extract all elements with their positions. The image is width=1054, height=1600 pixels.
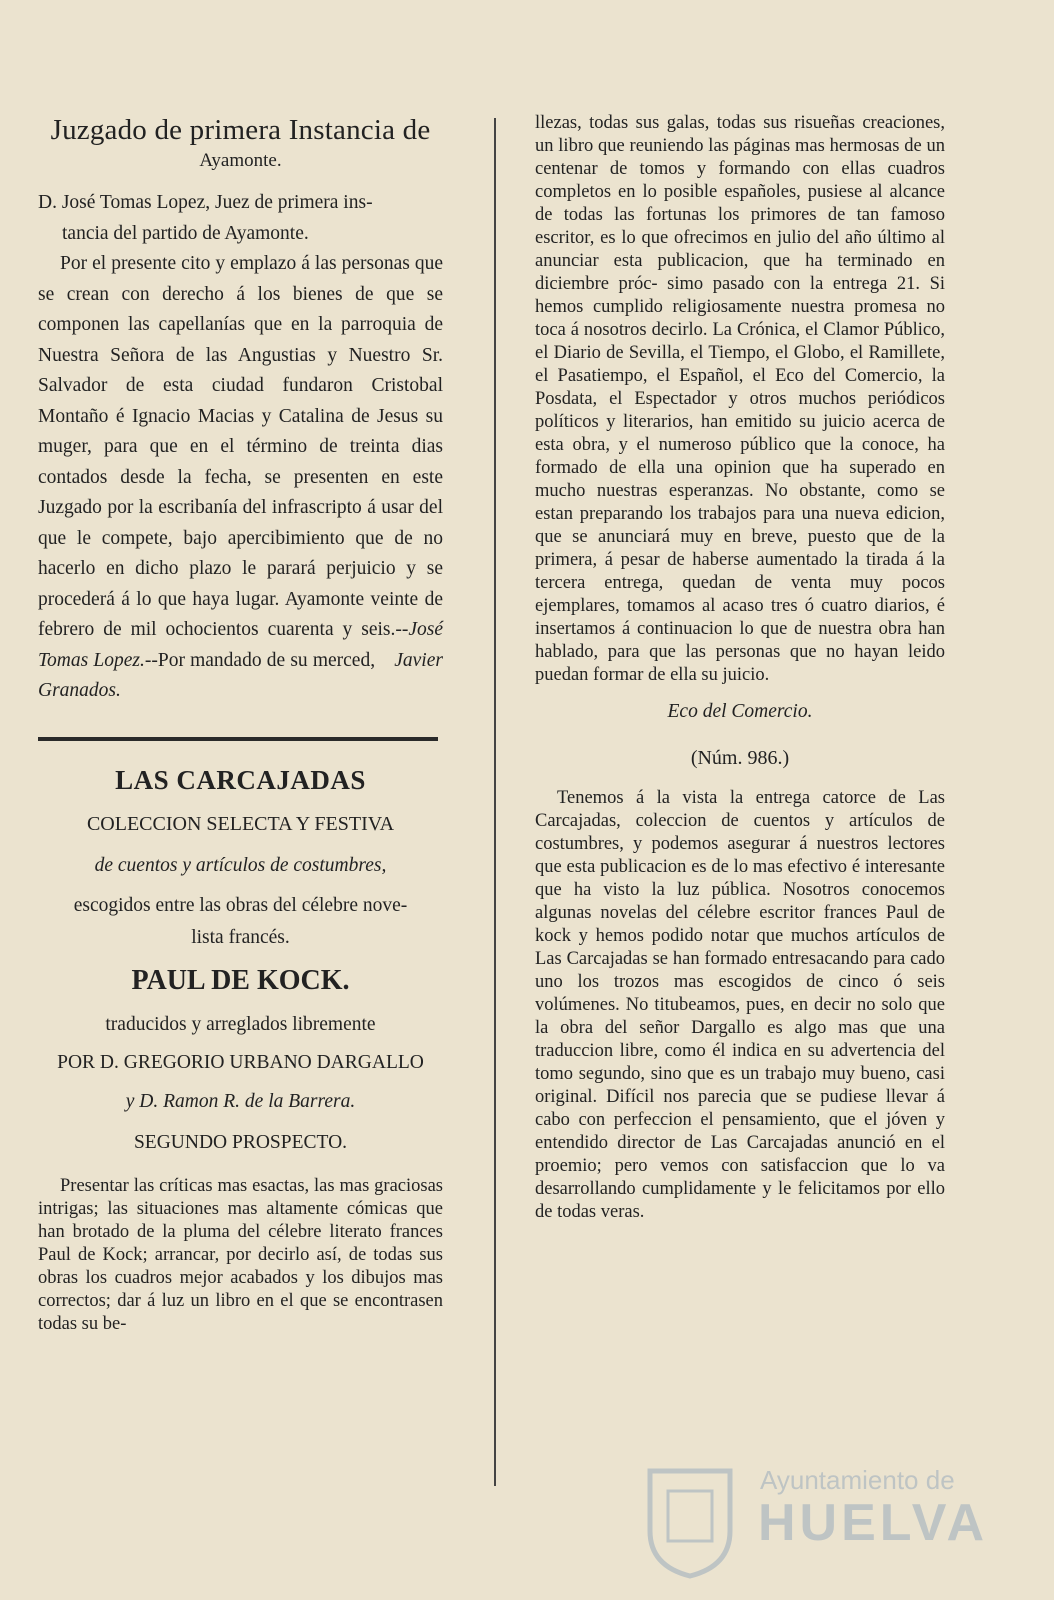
shield-icon <box>640 1461 740 1581</box>
edict-body <box>38 249 443 707</box>
watermark-line2: HUELVA <box>758 1494 989 1552</box>
mandate-text: --Por mandado de su merced, <box>144 649 381 671</box>
author-name: PAUL DE KOCK. <box>131 964 350 996</box>
prospecto-continuation: llezas, todas sus galas, todas sus risueñas creaciones, un libro que reuniendo las páginas mas hermosas de un centenar de tomos y formando con ellas cuadros completos en lo posible españoles, pusiese al alcance de todas las fortunas los primores de tan famoso escritor, es lo que ofrecimos en julio del año último al anunciar esta publicacion, que ha terminado en diciembre próc- simo pasado con la entrega 21. Si hemos cumplido religiosamente nuestra promesa no toca á nosotros decirlo. La Crónica, el Clamor Público, el Diario de Sevilla, el Tiempo, el Globo, el Ramillete, el Pasatiempo, el Español, el Eco del Comercio, la Posdata, el Espectador y otros muchos periódicos políticos y literarios, han emitido su juicio acerca de esta obra, y el numeroso público que la conoce, ha formado de ella una opinion que ha superado en mucho nuestras esperanzas. No obstante, como se estan preparando los trabajos para una nueva edicion, que se anunciará muy en breve, puesto que de la primera, á pesar de haberse aumentado la tirada á la tercera entrega, quedan de venta muy pocos ejemplares, tomamos al acaso tres ó cuatro diarios, é insertamos á continuacion lo que de nuestra obra han hablado, para que las personas que no hayan leido puedan formar de ella su juicio. <box>535 113 945 685</box>
lista-line: lista francés. <box>191 926 290 948</box>
clerk-signature: Javier Granados. <box>38 649 443 701</box>
eco-del-comercio-heading: Eco del Comercio. <box>667 701 813 722</box>
section-divider <box>38 737 438 741</box>
translator-line: POR D. GREGORIO URBANO DARGALLO <box>57 1051 424 1073</box>
carcajadas-title: LAS CARCAJADAS <box>115 764 366 795</box>
edict-body-text: Por el presente cito y emplazo á las personas que se crean con derecho á los bienes de que se componen las capellanías que en la parroquia de Nuestra Señora de las Angustias y Nuestro Sr. Salvador de esta ciudad fundaron Cristobal Montaño é Ignacio Macias y Catalina de Jesus su muger, para que en el término de treinta dias contados desde la fecha, se presenten en este Juzgado por la escribanía del infrascripto á usar del que le compete, bajo apercibimiento que de no hacerlo en dicho plazo le parará perjuicio y se procederá á lo que haya lugar. Ayamonte veinte de febrero de mil ochocientos cuarenta y seis.-- <box>38 253 443 640</box>
judge-signature: José Tomas Lopez. <box>38 619 443 671</box>
court-place: Ayamonte. <box>199 150 282 171</box>
watermark-line1: Ayuntamiento de <box>760 1465 955 1495</box>
ayuntamiento-watermark <box>640 1455 1020 1585</box>
edict-first-line-cont: tancia del partido de Ayamonte. <box>62 222 309 244</box>
court-heading: Juzgado de primera Instancia de <box>50 114 431 146</box>
coleccion-line: COLECCION SELECTA Y FESTIVA <box>86 812 395 835</box>
prospecto-body: Presentar las críticas mas esactas, las mas graciosas intrigas; las situaciones mas altamente cómicas que han brotado de la pluma del célebre literato frances Paul de Kock; arrancar, por decirlo así, de todas sus obras los cuadros mejor acabados y los dibujos mas correctos; dar á luz un libro en el que se encontrasen todas su be- <box>38 1175 443 1334</box>
escogidos-line: escogidos entre las obras del célebre nove- <box>73 894 408 916</box>
co-translator-line: y D. Ramon R. de la Barrera. <box>125 1090 356 1112</box>
edict-first-line: D. José Tomas Lopez, Juez de primera ins- <box>38 192 373 213</box>
cuentos-line: de cuentos y artículos de costumbres, <box>94 854 387 876</box>
left-column <box>38 112 443 1336</box>
traducidos-line: traducidos y arreglados libremente <box>105 1013 376 1035</box>
issue-number: (Núm. 986.) <box>690 747 790 769</box>
column-rule <box>494 118 496 1486</box>
right-column <box>535 112 945 1224</box>
review-body: Tenemos á la vista la entrega catorce de Las Carcajadas, coleccion de cuentos y artículos de costumbres, y podemos asegurar á nuestros lectores que esta publicacion es de lo mas efectivo é interesante que ha visto la luz pública. Nosotros conocemos algunas novelas del célebre escritor frances Paul de kock y hemos podido notar que muchos artículos de Las Carcajadas se han formado entresacando para cado uno los trozos mas escogidos de cinco ó seis volúmenes. No titubeamos, pues, en decir no solo que la obra del señor Dargallo es algo mas que una traduccion libre, como él indica en su advertencia del tomo segundo, sino que es un trabajo muy bueno, casi original. Difícil nos parecia que se pudiese llevar á cabo con perfeccion el pensamiento, que el jóven y entendido director de Las Carcajadas anunció en el proemio; pero vemos con satisfaccion que lo va desarrollando cumplidamente y le felicitamos por ello de todas veras. <box>535 788 945 1222</box>
segundo-prospecto-heading: SEGUNDO PROSPECTO. <box>133 1131 348 1153</box>
